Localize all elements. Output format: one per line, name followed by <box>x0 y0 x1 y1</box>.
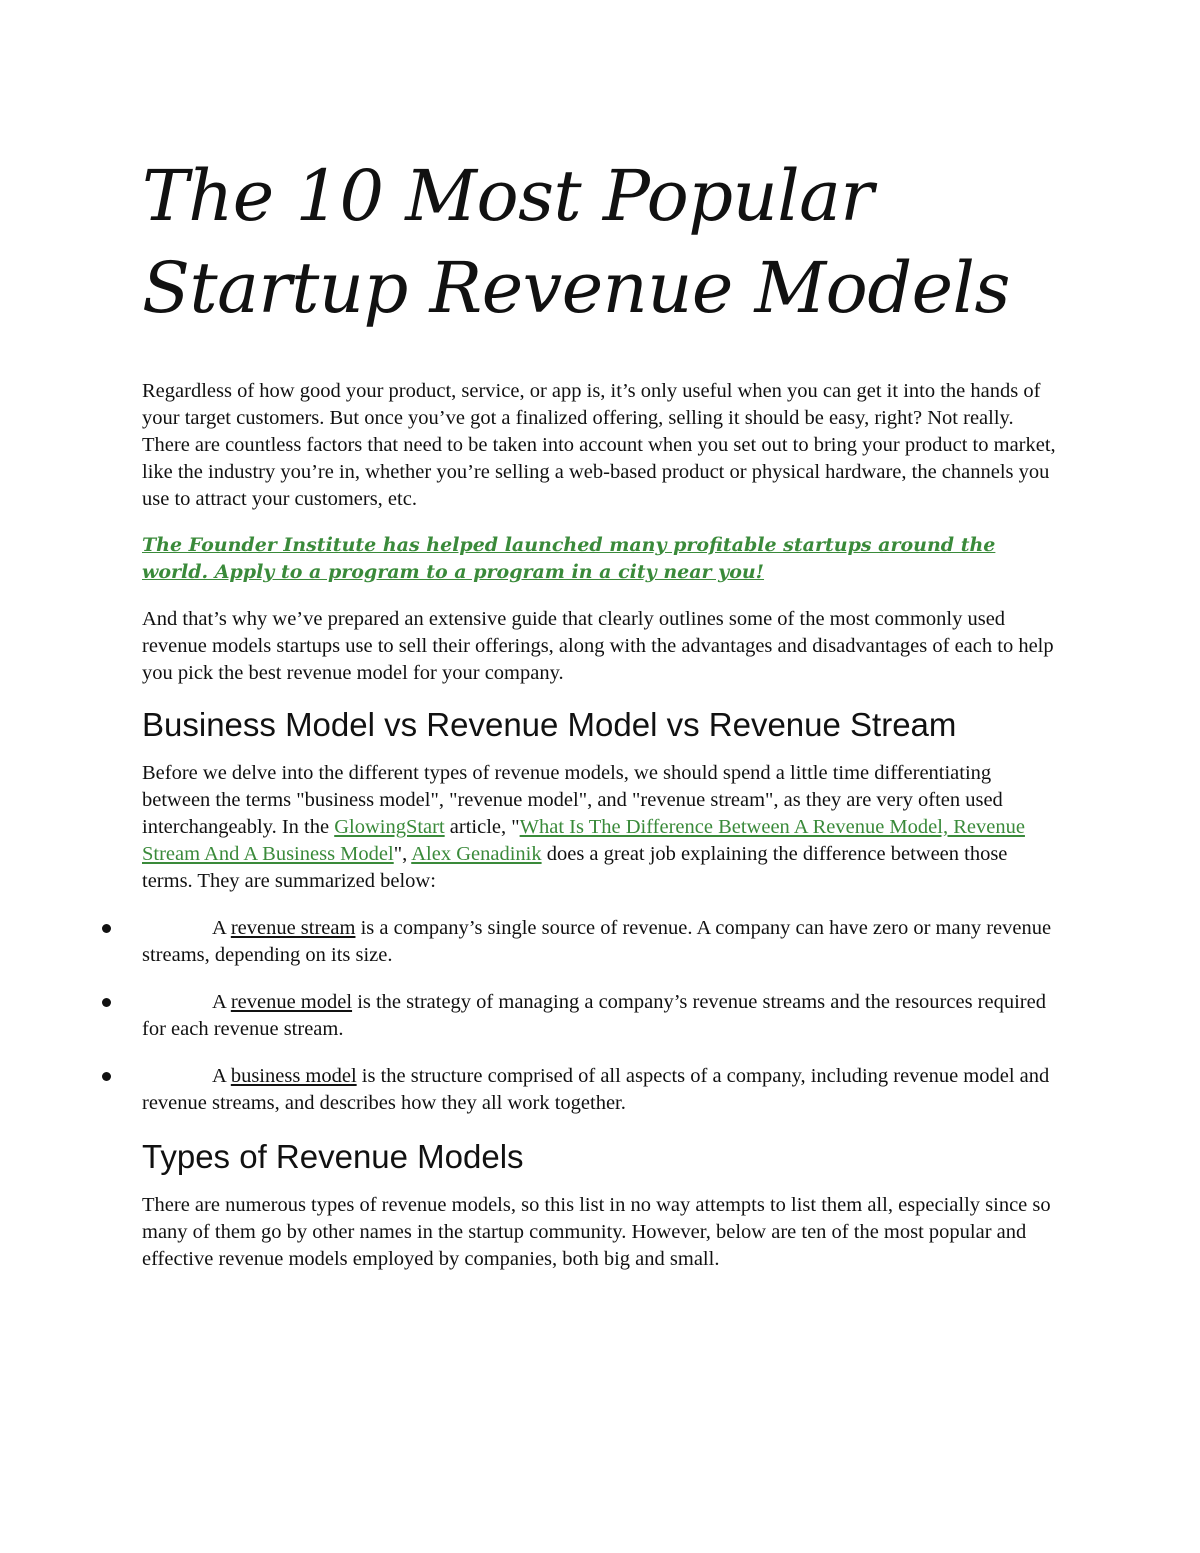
bullet-icon <box>102 1072 111 1081</box>
text-segment: does a great job explaining the difference between those terms. They are summarized below: <box>142 843 1008 892</box>
bullet-icon <box>102 924 111 933</box>
list-item <box>142 989 1062 1043</box>
author-link[interactable]: Alex Genadinik <box>411 843 542 865</box>
list-item-term: business model <box>230 1065 357 1087</box>
list-item-term: revenue model <box>230 991 353 1013</box>
definitions-list <box>142 915 1062 1117</box>
cta-paragraph <box>142 532 1062 586</box>
text-segment: article, " <box>444 816 520 838</box>
list-item-text: is a company’s single source of revenue. A company can have zero or many revenue streams, depending on its size. <box>142 917 1052 966</box>
list-item-text: is the strategy of managing a company’s revenue streams and the resources required for each revenue stream. <box>142 991 1046 1040</box>
text-segment: Before we delve into the different types of revenue models, we should spend a little time differentiating between the terms "business model", "revenue model", and "revenue stream", as they are very often used interchangeably. In the <box>142 762 1003 838</box>
title-line-1: The 10 Most Popular <box>142 155 874 237</box>
list-item <box>142 915 1062 969</box>
list-item-prefix: A <box>212 991 231 1013</box>
list-item-prefix: A <box>212 917 231 939</box>
list-item-term: revenue stream <box>230 917 356 939</box>
list-item <box>142 1063 1062 1117</box>
list-item-prefix: A <box>212 1065 231 1087</box>
section-heading-types: Types of Revenue Models <box>142 1138 524 1175</box>
document-page <box>142 150 1062 1273</box>
types-paragraph: There are numerous types of revenue models, so this list in no way attempts to list them all, especially since so many of them go by other names in the startup community. However, below are ten of the most popular and effective revenue models employed by companies, both big and small. <box>142 1194 1051 1270</box>
section-heading-business-model: Business Model vs Revenue Model vs Revenue Stream <box>142 706 957 743</box>
definitions-intro-paragraph <box>142 760 1062 895</box>
list-item-text: is the structure comprised of all aspects of a company, including revenue model and revenue streams, and describes how they all work together. <box>142 1065 1050 1114</box>
intro-paragraph: Regardless of how good your product, service, or app is, it’s only useful when you can get it into the hands of your target customers. But once you’ve got a finalized offering, selling it should be easy, right? Not really. There are countless factors that need to be taken into account when you set out to bring your product to market, like the industry you’re in, whether you’re selling a web-based product or physical hardware, the channels you use to attract your customers, etc. <box>142 380 1056 510</box>
bullet-icon <box>102 998 111 1007</box>
article-link[interactable]: What Is The Difference Between A Revenue Model, Revenue Stream And A Business Model <box>142 816 1025 865</box>
document-title <box>142 150 1062 334</box>
guide-paragraph: And that’s why we’ve prepared an extensive guide that clearly outlines some of the most commonly used revenue models startups use to sell their offerings, along with the advantages and disadvantages of each to help you pick the best revenue model for your company. <box>142 608 1054 684</box>
text-segment: ", <box>393 843 412 865</box>
glowingstart-link[interactable]: GlowingStart <box>334 816 445 838</box>
title-line-2: Startup Revenue Models <box>142 247 1010 329</box>
founder-institute-link[interactable]: The Founder Institute has helped launched many profitable startups around the world. Apply to a program to a program in a city near you! <box>142 534 996 583</box>
